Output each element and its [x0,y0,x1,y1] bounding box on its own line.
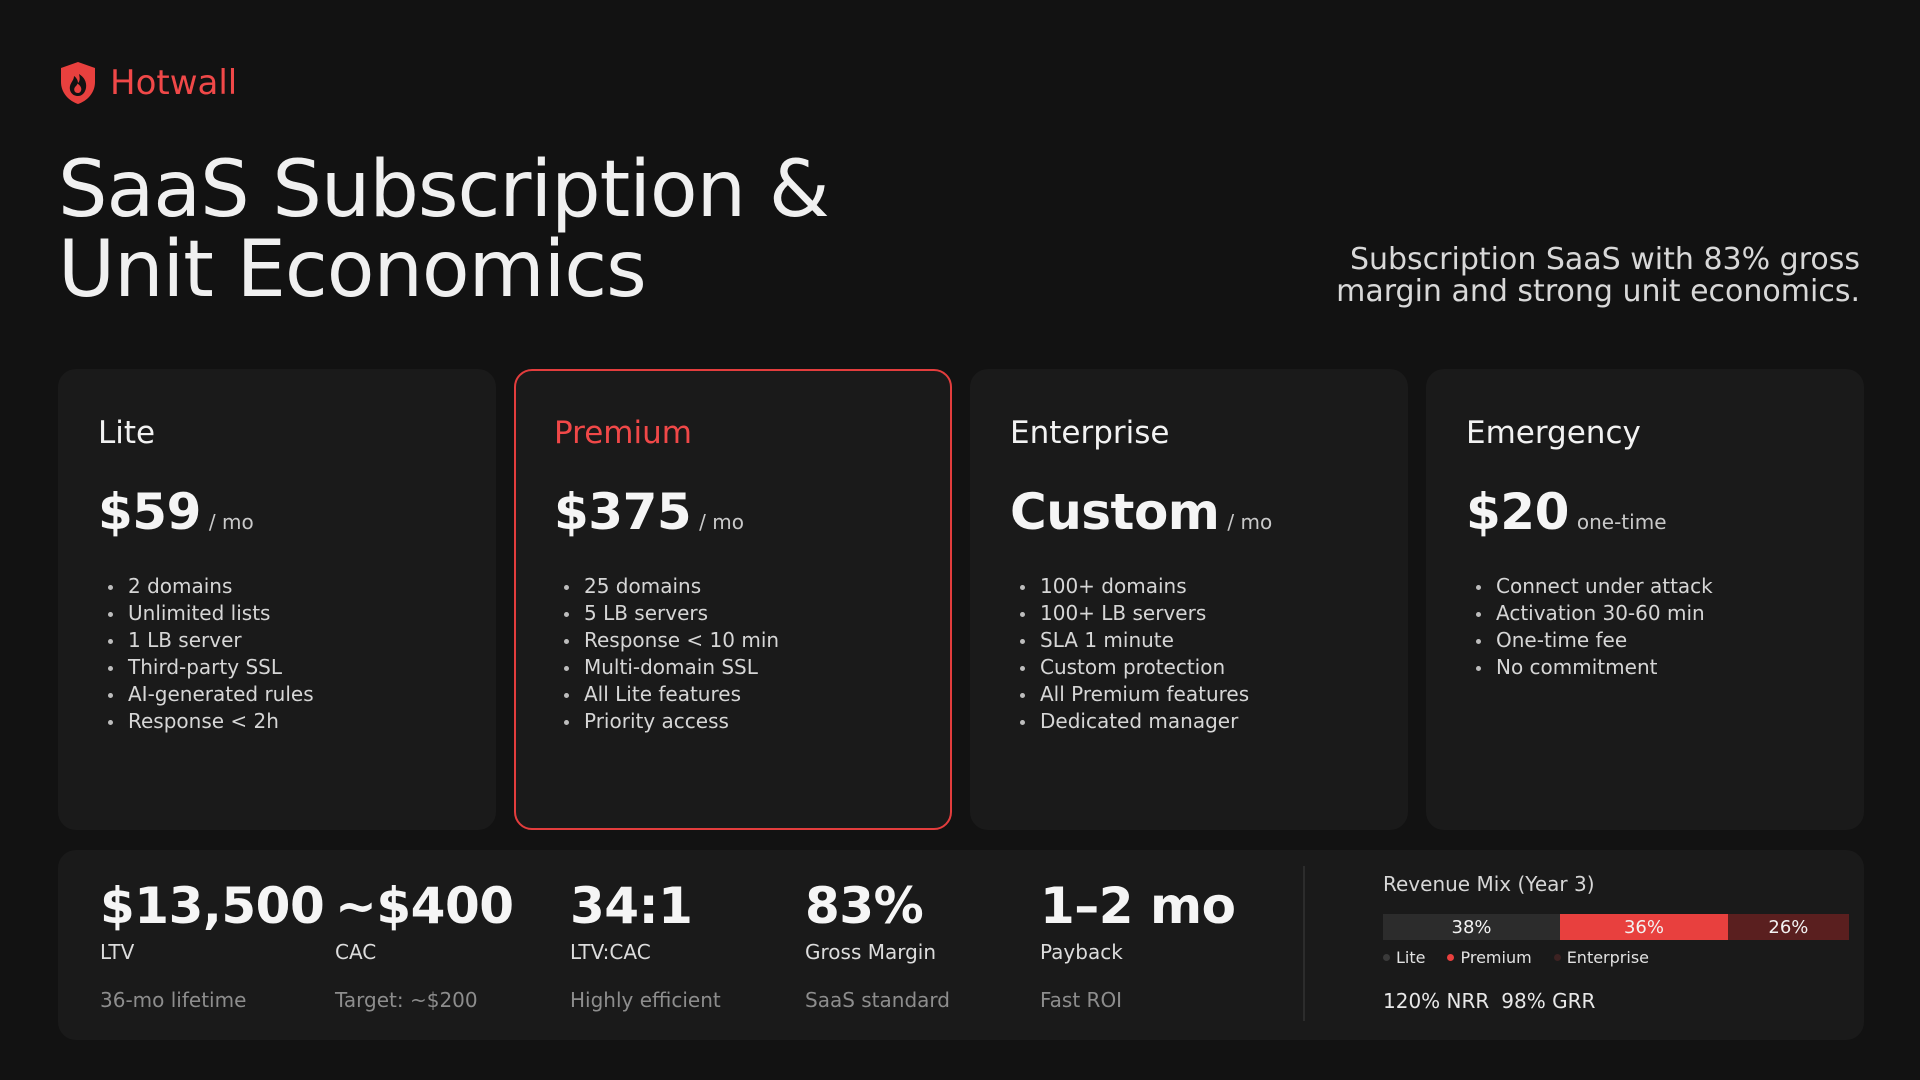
plan-price: Custom [1010,483,1220,541]
metric-payback [1040,878,1260,1012]
flame-shield-icon [58,60,98,106]
mix-segment-lite: 38% [1383,914,1560,940]
plan-price: $20 [1466,483,1569,541]
revenue-mix-bar [1383,914,1849,940]
metric-cac [335,878,555,1012]
page-title [58,145,958,315]
pricing-cards [58,369,1864,830]
revenue-mix-legend [1383,948,1849,967]
metric-label: LTV [100,940,135,964]
metric-label: Gross Margin [805,940,937,964]
panel-divider [1303,866,1305,1021]
feature-item: Custom protection [1020,654,1368,681]
feature-item: 1 LB server [108,627,456,654]
feature-item: 2 domains [108,573,456,600]
feature-item: Response < 10 min [564,627,912,654]
metric-label: CAC [335,940,377,964]
title-line-2: Unit Economics [58,225,646,315]
feature-item: AI-generated rules [108,681,456,708]
plan-card-premium [514,369,952,830]
legend-item-premium [1447,948,1531,967]
plan-price: $59 [98,483,201,541]
plan-unit: one-time [1576,510,1667,534]
feature-item: Response < 2h [108,708,456,735]
plan-price-row [554,483,912,541]
feature-item: No commitment [1476,654,1824,681]
plan-name: Premium [554,415,692,451]
plan-features [1466,573,1824,681]
metric-value: 34:1 [570,877,693,935]
feature-item: All Lite features [564,681,912,708]
metric-value: 83% [805,877,924,935]
feature-item: Activation 30-60 min [1476,600,1824,627]
plan-features [98,573,456,735]
metric-value: 1–2 mo [1040,877,1236,935]
metric-note: Target: ~$200 [335,988,478,1012]
metric-note: Fast ROI [1040,988,1123,1012]
metric-note: 36-mo lifetime [100,988,247,1012]
unit-economics-panel [58,850,1864,1040]
plan-name: Lite [98,415,156,451]
feature-item: All Premium features [1020,681,1368,708]
plan-card-emergency [1426,369,1864,830]
plan-price-row [1010,483,1368,541]
page-subtitle: Subscription SaaS with 83% gross margin and strong unit economics. [1336,242,1860,309]
feature-item: One-time fee [1476,627,1824,654]
metric-gross-margin [805,878,1025,1012]
metric-value: ~$400 [335,877,514,935]
plan-unit: / mo [1227,510,1273,534]
feature-item: Priority access [564,708,912,735]
legend-label: Enterprise [1566,948,1649,967]
nrr-stat: 120% NRR [1383,989,1490,1013]
legend-label: Lite [1396,948,1426,967]
legend-dot [1447,954,1454,961]
metric-value: $13,500 [100,877,325,935]
plan-features [1010,573,1368,735]
plan-name: Enterprise [1010,415,1170,451]
feature-item: Third-party SSL [108,654,456,681]
legend-dot [1554,954,1561,961]
metric-note: SaaS standard [805,988,950,1012]
feature-item: 100+ domains [1020,573,1368,600]
legend-label: Premium [1460,948,1532,967]
revenue-mix-title: Revenue Mix (Year 3) [1383,872,1595,896]
metric-label: LTV:CAC [570,940,651,964]
metric-ltv [100,877,325,1012]
revenue-mix [1383,872,1849,1013]
grr-stat: 98% GRR [1501,989,1596,1013]
title-line-1: SaaS Subscription & [58,145,829,235]
plan-card-lite [58,369,496,830]
plan-card-enterprise [970,369,1408,830]
feature-item: Multi-domain SSL [564,654,912,681]
feature-item: Unlimited lists [108,600,456,627]
brand-name: Hotwall [110,63,238,103]
mix-segment-premium: 36% [1560,914,1728,940]
feature-item: 25 domains [564,573,912,600]
legend-item-lite [1383,948,1425,967]
feature-item: SLA 1 minute [1020,627,1368,654]
plan-price-row [1466,483,1824,541]
legend-dot [1383,954,1390,961]
mix-segment-enterprise: 26% [1728,914,1849,940]
brand-logo [58,60,237,106]
feature-item: 5 LB servers [564,600,912,627]
plan-name: Emergency [1466,415,1641,451]
feature-item: Connect under attack [1476,573,1824,600]
metric-note: Highly efficient [570,988,721,1012]
feature-item: Dedicated manager [1020,708,1368,735]
plan-unit: / mo [699,510,744,534]
feature-item: 100+ LB servers [1020,600,1368,627]
legend-item-enterprise [1554,948,1649,967]
metric-ltv-cac [570,878,790,1012]
plan-price: $375 [554,483,692,541]
retention-stats [1383,989,1849,1013]
plan-price-row [98,483,456,541]
plan-unit: / mo [208,510,254,534]
metric-label: Payback [1040,940,1123,964]
plan-features [554,573,912,735]
